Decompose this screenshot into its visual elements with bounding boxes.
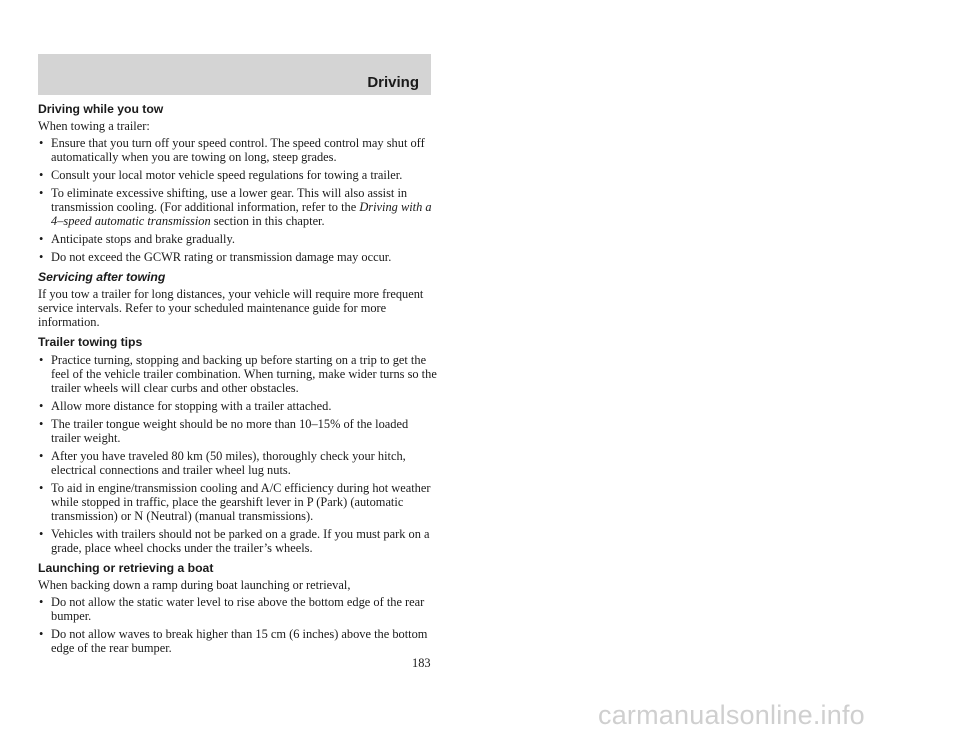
section-heading: Launching or retrieving a boat bbox=[38, 561, 214, 575]
section-servicing-after-towing bbox=[38, 270, 438, 329]
section-intro: When backing down a ramp during boat launching or retrieval, bbox=[38, 578, 351, 592]
section-driving-while-you-tow bbox=[38, 102, 438, 264]
bullet-icon: • bbox=[39, 250, 44, 264]
list-item: • Do not allow the static water level to rise above the bottom edge of the rear bumper. bbox=[39, 595, 425, 623]
section-launching-or-retrieving-a-boat bbox=[38, 561, 438, 655]
bullet-icon: • bbox=[39, 136, 44, 150]
bullet-icon: • bbox=[39, 481, 44, 495]
bullet-icon: • bbox=[39, 353, 44, 367]
section-intro: When towing a trailer: bbox=[38, 119, 150, 133]
bullet-icon: • bbox=[39, 186, 44, 200]
list-item: • Allow more distance for stopping with a trailer attached. bbox=[39, 399, 332, 413]
list-item: • Do not allow waves to break higher than 15 cm (6 inches) above the bottom edge of the rear bumper. bbox=[39, 627, 428, 655]
section-heading: Servicing after towing bbox=[38, 270, 166, 284]
list-item: • Practice turning, stopping and backing up before starting on a trip to get the feel of the vehicle trailer combination. When turning, make wider turns so the trailer wheels will clear curbs and other obstacles. bbox=[39, 353, 437, 395]
list-item: • To aid in engine/transmission cooling and A/C efficiency during hot weather while stopped in traffic, place the gearshift lever in P (Park) (automatic transmission) or N (Neutral) (manual transmissions). bbox=[39, 481, 431, 523]
bullet-icon: • bbox=[39, 232, 44, 246]
bullet-list bbox=[38, 136, 438, 264]
section-body: If you tow a trailer for long distances, your vehicle will require more frequent service intervals. Refer to your scheduled maintenance guide for more information. bbox=[38, 287, 424, 329]
section-heading: Trailer towing tips bbox=[38, 335, 143, 349]
list-item: • Vehicles with trailers should not be parked on a grade. If you must park on a grade, place wheel chocks under the trailer’s wheels. bbox=[39, 527, 430, 555]
bullet-icon: • bbox=[39, 627, 44, 641]
section-trailer-towing-tips bbox=[38, 335, 438, 555]
list-item: • Ensure that you turn off your speed control. The speed control may shut off automatically when you are towing on long, steep grades. bbox=[39, 136, 425, 164]
bullet-icon: • bbox=[39, 595, 44, 609]
page-title: Driving bbox=[367, 74, 419, 91]
list-item: • Do not exceed the GCWR rating or transmission damage may occur. bbox=[39, 250, 392, 264]
watermark-logo: carmanualsonline.info bbox=[598, 700, 865, 730]
bullet-icon: • bbox=[39, 527, 44, 541]
list-item: • The trailer tongue weight should be no more than 10–15% of the loaded trailer weight. bbox=[39, 417, 409, 445]
main-content bbox=[38, 102, 438, 659]
bullet-list bbox=[38, 595, 438, 655]
section-heading: Driving while you tow bbox=[38, 102, 164, 116]
bullet-icon: • bbox=[39, 399, 44, 413]
list-item: • To eliminate excessive shifting, use a lower gear. This will also assist in transmission cooling. (For additional information, refer to the Driving with a 4–speed automatic transmission section in this chapter. bbox=[39, 186, 432, 228]
list-item: • Consult your local motor vehicle speed regulations for towing a trailer. bbox=[39, 168, 403, 182]
page-number: 183 bbox=[412, 656, 431, 670]
bullet-icon: • bbox=[39, 168, 44, 182]
bullet-list bbox=[38, 353, 438, 555]
bullet-icon: • bbox=[39, 417, 44, 431]
list-item: • Anticipate stops and brake gradually. bbox=[39, 232, 235, 246]
header-band bbox=[38, 54, 431, 95]
list-item: • After you have traveled 80 km (50 miles), thoroughly check your hitch, electrical connections and trailer wheel lug nuts. bbox=[39, 449, 406, 477]
cross-reference: Driving with a 4–speed automatic transmission bbox=[51, 200, 432, 228]
bullet-icon: • bbox=[39, 449, 44, 463]
